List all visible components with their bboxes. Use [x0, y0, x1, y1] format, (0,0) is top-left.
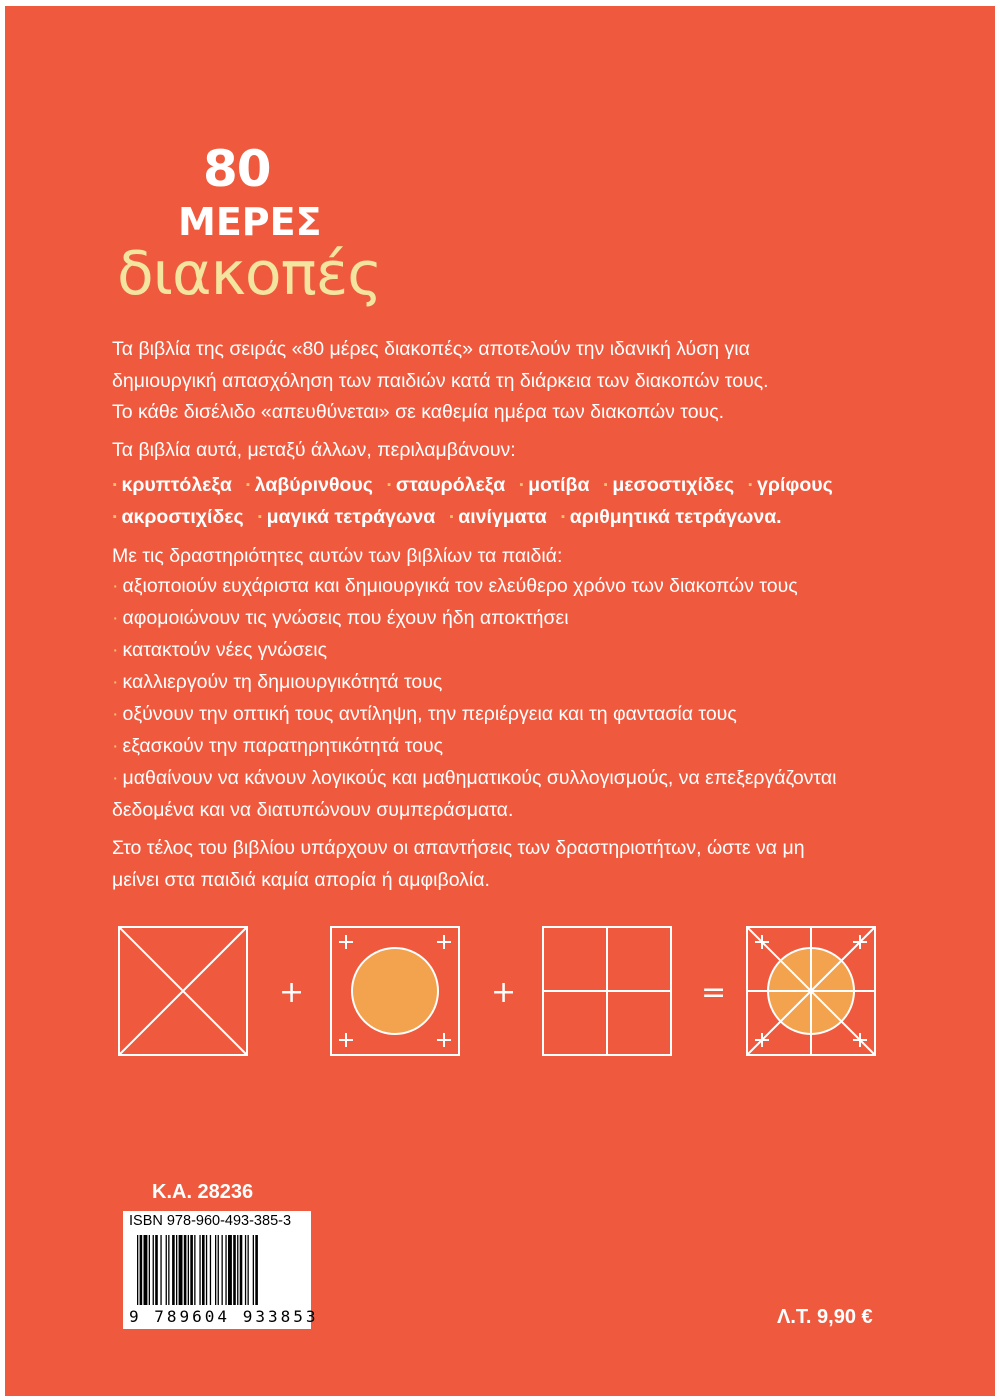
- benefit-item-continued: δεδομένα και να διατυπώνουν συμπεράσματα.: [112, 799, 514, 821]
- result-square: [747, 927, 875, 1055]
- benefit-item: · μαθαίνουν να κάνουν λογικούς και μαθηματικούς συλλογισμούς, να επεξεργάζονται: [112, 767, 837, 789]
- intro-line-3: Το κάθε δισέλιδο «απευθύνεται» σε καθεμία ημέρα των διακοπών τους.: [112, 401, 725, 423]
- square-with-cross: [543, 927, 671, 1055]
- barcode: [123, 1211, 319, 1329]
- logo-number: 80: [203, 140, 271, 198]
- barcode-bar: [190, 1235, 193, 1305]
- tag: αινίγματα: [458, 506, 547, 528]
- square-with-circle: [331, 927, 459, 1055]
- plus-sign: +: [491, 975, 517, 1010]
- tag: λαβύρινθους: [254, 474, 373, 496]
- barcode-bar: [215, 1235, 216, 1305]
- intro-line-2: δημιουργική απασχόληση των παιδιών κατά τη διάρκεια των διακοπών τους.: [112, 370, 769, 392]
- barcode-bar: [218, 1235, 219, 1305]
- barcode-bar: [179, 1235, 183, 1305]
- benefit-item: · κατακτούν νέες γνώσεις: [112, 639, 327, 661]
- outro-line-2: μείνει στα παιδιά καμία απορία ή αμφιβολία.: [112, 869, 490, 891]
- barcode-bar: [228, 1235, 232, 1305]
- barcode-number: 9 789604 933853: [129, 1307, 319, 1326]
- barcode-bar: [237, 1235, 238, 1305]
- barcode-bar: [240, 1235, 243, 1305]
- benefit-item: · αξιοποιούν ευχάριστα και δημιουργικά τον ελεύθερο χρόνο των διακοπών τους: [112, 575, 798, 597]
- barcode-bar: [199, 1235, 200, 1305]
- includes-heading: Τα βιβλία αυτά, μεταξύ άλλων, περιλαμβάνουν:: [112, 439, 516, 461]
- barcode-bar: [210, 1235, 211, 1305]
- barcode-bar: [140, 1235, 143, 1305]
- barcode-bar: [172, 1235, 175, 1305]
- benefit-item: · οξύνουν την οπτική τους αντίληψη, την περιέργεια και τη φαντασία τους: [112, 703, 737, 725]
- barcode-bar: [166, 1235, 167, 1305]
- barcode-bar: [160, 1235, 161, 1305]
- tag: ακροστιχίδες: [121, 506, 244, 528]
- barcode-bar: [176, 1235, 177, 1305]
- benefits-heading: Με τις δραστηριότητες αυτών των βιβλίων τα παιδιά:: [112, 545, 563, 567]
- benefit-item: · αφομοιώνουν τις γνώσεις που έχουν ήδη αποκτήσει: [112, 607, 569, 629]
- catalog-code: Κ.Α. 28236: [152, 1181, 254, 1203]
- plus-sign: +: [279, 975, 305, 1010]
- barcode-bar: [188, 1235, 189, 1305]
- barcode-bar: [184, 1235, 187, 1305]
- isbn-text: ISBN 978-960-493-385-3: [129, 1213, 292, 1229]
- benefit-item: · καλλιεργούν τη δημιουργικότητά τους: [112, 671, 443, 693]
- square-with-diagonals: [119, 927, 247, 1055]
- barcode-bar: [206, 1235, 207, 1305]
- price: Λ.Τ. 9,90 €: [777, 1306, 873, 1328]
- shape-equation: [113, 921, 913, 1061]
- tag: κρυπτόλεξα: [121, 474, 232, 496]
- intro-line-1: Τα βιβλία της σειράς «80 μέρες διακοπές» αποτελούν την ιδανική λύση για: [112, 338, 750, 360]
- barcode-bar: [245, 1235, 246, 1305]
- barcode-bar: [255, 1235, 258, 1305]
- barcode-bar: [149, 1235, 150, 1305]
- barcode-bar: [194, 1235, 195, 1305]
- barcode-bar: [168, 1235, 169, 1305]
- logo-word-diakopes: διακοπές: [117, 239, 382, 309]
- barcode-bar: [253, 1235, 254, 1305]
- equals-sign: =: [701, 975, 727, 1010]
- tag: μαγικά τετράγωνα: [266, 506, 436, 528]
- tag: αριθμητικά τετράγωνα.: [569, 506, 782, 528]
- outro-line-1: Στο τέλος του βιβλίου υπάρχουν οι απαντήσεις των δραστηριοτήτων, ώστε να μη: [112, 837, 805, 859]
- tag: σταυρόλεξα: [395, 474, 506, 496]
- barcode-bar: [248, 1235, 249, 1305]
- benefit-item: · εξασκούν την παρατηρητικότητά τους: [112, 735, 444, 757]
- barcode-bar: [202, 1235, 205, 1305]
- barcode-bar: [153, 1235, 154, 1305]
- tags-row-2: · ακροστιχίδες · μαγικά τετράγωνα · αινίγματα · αριθμητικά τετράγωνα.: [112, 506, 782, 528]
- tags-row-1: · κρυπτόλεξα · λαβύρινθους · σταυρόλεξα · μοτίβα · μεσοστιχίδες · γρίφους: [112, 474, 833, 496]
- cover-panel: [5, 6, 995, 1396]
- barcode-bar: [155, 1235, 158, 1305]
- barcode-bar: [233, 1235, 236, 1305]
- barcode-bar: [144, 1235, 148, 1305]
- barcode-bar: [222, 1235, 223, 1305]
- logo-word-meres: ΜΕΡΕΣ: [178, 200, 322, 244]
- tag: γρίφους: [757, 474, 833, 496]
- tag: μεσοστιχίδες: [612, 474, 735, 496]
- barcode-bar: [225, 1235, 226, 1305]
- barcode-bar: [137, 1235, 138, 1305]
- tag: μοτίβα: [528, 474, 590, 496]
